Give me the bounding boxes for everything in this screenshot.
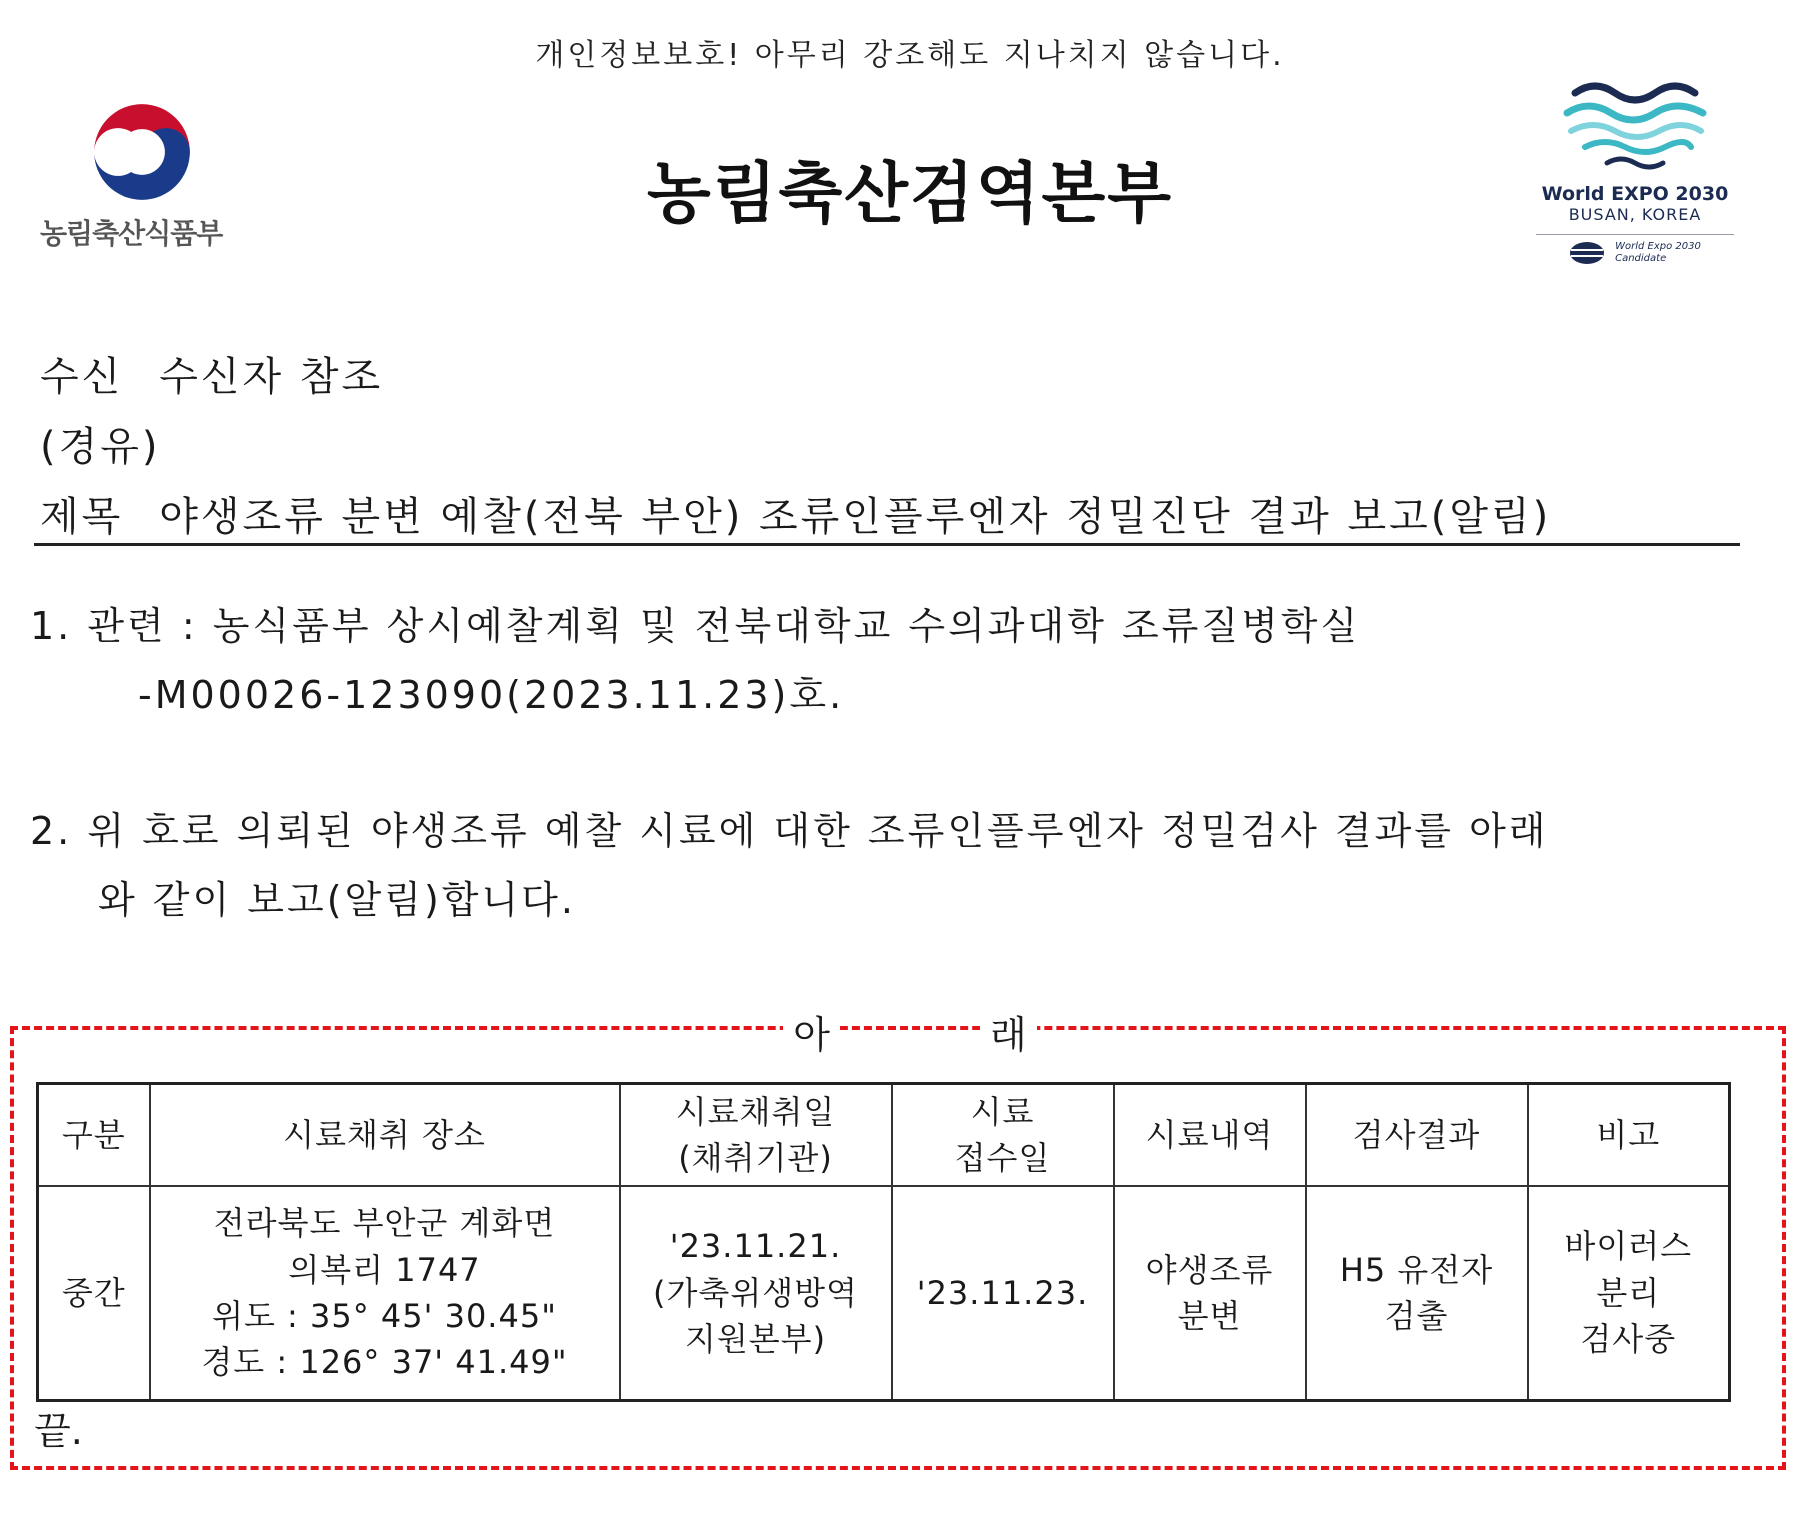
recipient-line bbox=[40, 345, 383, 402]
expo-candidate bbox=[1530, 241, 1740, 265]
cell-result bbox=[1306, 1186, 1528, 1401]
cell-location-l2: 의복리 1747 bbox=[288, 1250, 481, 1289]
header-receipt-date-l2: 접수일 bbox=[954, 1139, 1051, 1177]
cell-result-l1: H5 유전자 bbox=[1339, 1250, 1494, 1289]
subject-value: 야생조류 분변 예찰(전북 부안) 조류인플루엔자 정밀진단 결과 보고(알림) bbox=[159, 494, 1552, 540]
expo-candidate-line2: Candidate bbox=[1615, 253, 1667, 264]
cell-collection-date-l3: 지원본부) bbox=[684, 1320, 827, 1359]
cell-sample-l1: 야생조류 bbox=[1145, 1250, 1274, 1289]
globe-icon bbox=[1569, 241, 1605, 265]
end-mark: 끝. bbox=[34, 1409, 83, 1453]
paragraph-1: 1. 관련 : 농식품부 상시예찰계획 및 전북대학교 수의과대학 조류질병학실 bbox=[30, 604, 1361, 648]
below-heading bbox=[0, 1004, 1820, 1059]
header-collection-date bbox=[620, 1084, 892, 1187]
recipient-label: 수신 bbox=[40, 354, 124, 400]
cell-collection-date-l1: '23.11.21. bbox=[669, 1227, 842, 1266]
cell-result-l2: 검출 bbox=[1384, 1297, 1449, 1335]
cell-collection-date-l2: (가축위생방역 bbox=[653, 1273, 858, 1312]
via-line: (경유) bbox=[40, 424, 161, 470]
privacy-notice: 개인정보보호! 아무리 강조해도 지나치지 않습니다. bbox=[535, 38, 1285, 73]
cell-sample-l2: 분변 bbox=[1177, 1297, 1242, 1335]
header-receipt-date bbox=[892, 1084, 1114, 1187]
cell-remarks-l3: 검사중 bbox=[1580, 1320, 1677, 1359]
expo-title: World EXPO 2030 bbox=[1541, 183, 1729, 205]
cell-location-l3: 위도 : 35° 45' 30.45" bbox=[212, 1297, 557, 1335]
cell-sample bbox=[1114, 1186, 1306, 1401]
header-remarks: 비고 bbox=[1528, 1084, 1730, 1187]
table-header-row bbox=[38, 1084, 1730, 1187]
cell-location-l1: 전라북도 부안군 계화면 bbox=[213, 1204, 556, 1243]
header-receipt-date-l1: 시료 bbox=[970, 1092, 1035, 1131]
paragraph-1-continuation: -M00026-123090(2023.11.23)호. bbox=[138, 673, 845, 717]
organization-title: 농림축산검역본부 bbox=[646, 155, 1174, 232]
table-row bbox=[38, 1186, 1730, 1401]
cell-remarks bbox=[1528, 1186, 1730, 1401]
header-location: 시료채취 장소 bbox=[150, 1084, 620, 1187]
header-sample: 시료내역 bbox=[1114, 1084, 1306, 1187]
cell-receipt-date: '23.11.23. bbox=[892, 1186, 1114, 1401]
expo-location: BUSAN, KOREA bbox=[1568, 205, 1702, 224]
cell-remarks-l1: 바이러스 bbox=[1564, 1227, 1693, 1266]
header-collection-date-l1: 시료채취일 bbox=[675, 1092, 836, 1131]
subject-divider bbox=[34, 543, 1740, 546]
cell-collection-date bbox=[620, 1186, 892, 1401]
paragraph-2: 2. 위 호로 의뢰된 야생조류 예찰 시료에 대한 조류인플루엔자 정밀검사 결과를 아래 bbox=[30, 809, 1549, 853]
expo-divider bbox=[1536, 234, 1734, 235]
world-expo-logo bbox=[1530, 75, 1740, 265]
ministry-name: 농림축산식품부 bbox=[40, 217, 223, 250]
subject-label: 제목 bbox=[40, 494, 124, 540]
below-heading-right: 래 bbox=[980, 1013, 1037, 1057]
expo-wave-icon bbox=[1555, 75, 1715, 175]
recipient-value: 수신자 참조 bbox=[159, 354, 384, 400]
paragraph-2-continuation: 와 같이 보고(알림)합니다. bbox=[98, 878, 576, 922]
header-collection-date-l2: (채취기관) bbox=[678, 1139, 833, 1177]
cell-location-l4: 경도 : 126° 37' 41.49" bbox=[201, 1343, 568, 1382]
header-result: 검사결과 bbox=[1306, 1084, 1528, 1187]
cell-location bbox=[150, 1186, 620, 1401]
subject-line bbox=[40, 485, 1551, 542]
cell-remarks-l2: 분리 bbox=[1596, 1273, 1661, 1312]
expo-candidate-line1: World Expo 2030 bbox=[1615, 241, 1701, 252]
result-table bbox=[36, 1082, 1731, 1402]
cell-category: 중간 bbox=[38, 1186, 150, 1401]
below-heading-left: 아 bbox=[783, 1013, 840, 1057]
header-category: 구분 bbox=[38, 1084, 150, 1187]
